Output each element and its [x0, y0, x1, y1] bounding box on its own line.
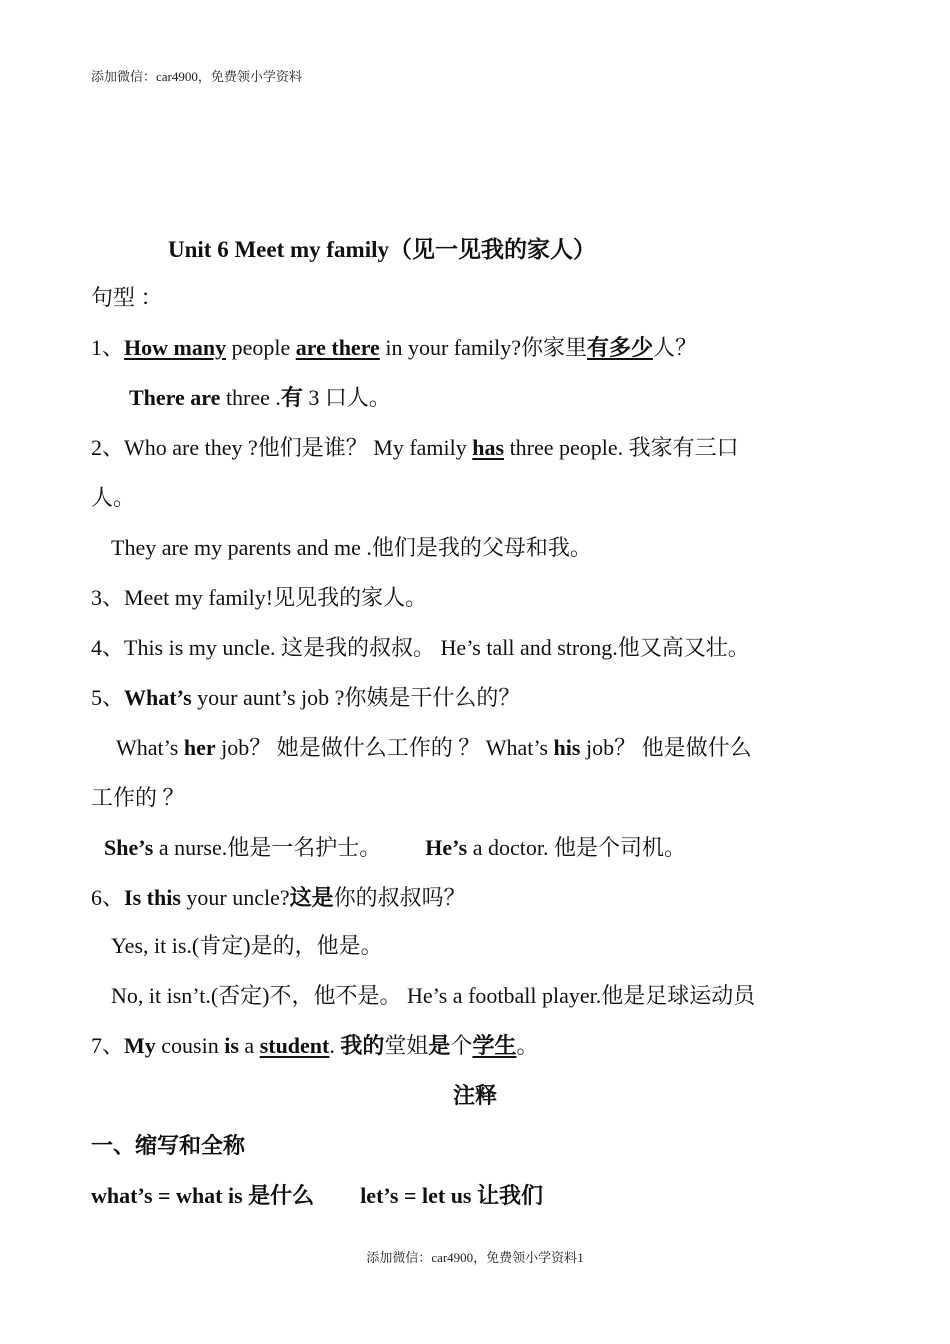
abbreviation-lets: let’s = let us 让我们	[360, 1183, 543, 1208]
sentence-5	[91, 681, 520, 715]
sentence-7	[91, 1029, 538, 1063]
key-phrase: 我的	[340, 1033, 385, 1058]
sentence-6	[91, 881, 466, 915]
key-phrase: How many	[124, 335, 227, 360]
key-phrase: are there	[295, 335, 380, 360]
sentence-5-answer	[104, 831, 686, 865]
sentence-5-wrap: 工作的 ？	[91, 785, 185, 810]
key-phrase: her	[183, 735, 216, 760]
page-title: Unit 6 Meet my family（见一见我的家人）	[168, 237, 596, 262]
sentence-2-wrap: 人。	[91, 485, 136, 510]
key-phrase: 这是	[289, 885, 334, 910]
footer-watermark	[0, 1247, 950, 1266]
key-phrase: 学生	[472, 1033, 517, 1058]
abbreviation-whats: what’s = what is 是什么	[91, 1183, 315, 1208]
item-number: 1、	[91, 335, 125, 360]
text-run: a	[238, 1033, 260, 1058]
sentence-6-no: No, it isn’t.(否定)不，他不是。 He’s a football player.他是足球运动员	[111, 983, 756, 1008]
text-run: What’s	[116, 735, 184, 760]
section-label: 句型 ：	[91, 285, 163, 310]
sentence-6-yes: Yes, it is.(肯定)是的，他是。	[111, 933, 383, 958]
sentence-2-answer: They are my parents and me .他们是我的父母和我。	[111, 535, 592, 560]
text-run: your uncle?	[180, 885, 290, 910]
text-run: 堂姐	[384, 1033, 429, 1058]
text-run: three .	[220, 385, 281, 410]
key-phrase: There are	[129, 385, 221, 410]
key-phrase: 有	[280, 385, 303, 410]
sentence-1-answer	[129, 381, 391, 415]
text-run: .	[329, 1033, 341, 1058]
sentence-2	[91, 431, 739, 465]
text-run: 你的叔叔吗？	[333, 885, 466, 910]
item-number: 6、	[91, 885, 125, 910]
text-run: in your family?你家里	[379, 335, 587, 360]
text-run: cousin	[155, 1033, 225, 1058]
text-run: 。	[516, 1033, 539, 1058]
key-phrase: She’s	[104, 835, 154, 860]
text-run: your aunt’s job ?你姨是干什么的？	[191, 685, 521, 710]
page-number: 1	[577, 1250, 584, 1265]
text-run: people	[226, 335, 296, 360]
text-run: 人？	[652, 335, 697, 360]
key-phrase: his	[553, 735, 581, 760]
item-number: 7、	[91, 1033, 125, 1058]
text-run: three people. 我家有三口	[504, 435, 739, 460]
key-phrase: 有多少	[586, 335, 653, 360]
item-number: 5、	[91, 685, 125, 710]
text-run: job？ 他是做什么	[580, 735, 752, 760]
sentence-5-question	[116, 731, 752, 765]
header-watermark: 添加微信：car4900，免费领小学资料	[91, 69, 302, 84]
footer-text: 添加微信：car4900，免费领小学资料	[366, 1250, 578, 1265]
sentence-4: 4、This is my uncle. 这是我的叔叔。 He’s tall and strong.他又高又壮。	[91, 635, 750, 660]
text-run: 3 口人。	[302, 385, 391, 410]
key-phrase: What’s	[124, 685, 192, 710]
key-phrase: is	[224, 1033, 239, 1058]
sentence-1	[91, 331, 697, 365]
key-phrase: He’s	[425, 835, 468, 860]
text-run: job？ 她是做什么工作的 ？ What’s	[215, 735, 554, 760]
key-phrase: Is this	[124, 885, 181, 910]
text-run: 2、Who are they ?他们是谁？ My family	[91, 435, 473, 460]
key-phrase: has	[472, 435, 505, 460]
sentence-3: 3、Meet my family!见见我的家人。	[91, 585, 428, 610]
key-phrase: student	[259, 1033, 330, 1058]
text-run: 个	[450, 1033, 473, 1058]
text-run: a nurse.他是一名护士。	[153, 835, 382, 860]
notes-title: 注释	[452, 1083, 497, 1108]
notes-abbreviations	[91, 1179, 543, 1213]
key-phrase: 是	[428, 1033, 451, 1058]
notes-heading: 一、缩写和全称	[91, 1133, 246, 1158]
text-run: a doctor. 他是个司机。	[467, 835, 686, 860]
key-phrase: My	[124, 1033, 156, 1058]
